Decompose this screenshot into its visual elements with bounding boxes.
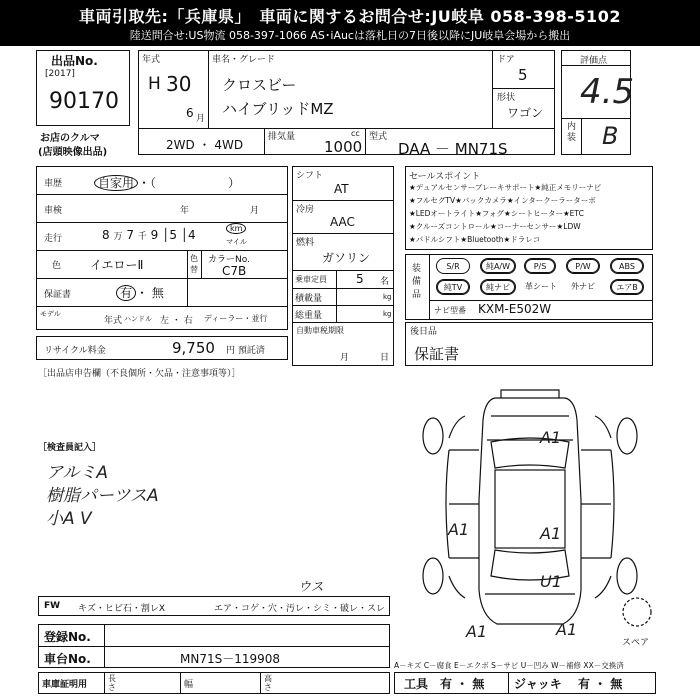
car-grade: ハイブリッドMZ	[222, 100, 334, 118]
year-era: H	[148, 74, 161, 94]
km-unit: km	[226, 224, 246, 233]
mileage-label: 走行	[44, 234, 63, 244]
warranty-value: 有 ・ 無	[116, 284, 164, 301]
lot-year-tag: [2017]	[45, 69, 75, 79]
rating-score: 4.5	[580, 72, 635, 112]
interior-label: 内装	[567, 122, 577, 143]
recycle-value: 9,750	[172, 339, 215, 357]
exhibitor-label: ［出品店申告欄（不良個所・欠品・注意事項等）］	[38, 369, 241, 379]
spec-box	[292, 166, 394, 366]
color-no-value: C7B	[222, 264, 247, 278]
navi-model: KXM-E502W	[478, 302, 552, 316]
gross-label: 総重量	[295, 311, 323, 321]
equipment-label: 装備品	[412, 264, 422, 300]
shape-label: 形状	[497, 93, 516, 103]
tax-day: 日	[380, 353, 390, 363]
displacement-value: 1000	[324, 138, 363, 156]
model-label: 型式	[369, 132, 388, 142]
mile-unit: マイル	[226, 238, 247, 246]
car-damage-diagram	[405, 380, 655, 636]
sales-point: ★クルーズコントロール★コーナーセンサー★LDW	[409, 222, 581, 231]
inspector-note-1: アルミA	[46, 463, 108, 483]
reg-label: 登録No.	[44, 630, 91, 644]
jack-value: 有 ・ 無	[578, 677, 623, 691]
lot-box	[36, 50, 130, 126]
sales-points-title: セールスポイント	[409, 172, 481, 182]
equip-sr: S/R	[436, 258, 470, 274]
sales-point: ★フルセグTV★バックカメラ★インタークーラーターボ	[409, 196, 596, 205]
recycle-label: リサイクル料金	[44, 346, 106, 356]
garage-cert-label: 車庫証明用	[42, 680, 88, 690]
header-line-1: 車両引取先:「兵庫県」 車両に関するお問合せ:JU岐阜 058-398-5102	[79, 7, 621, 26]
color-value: イエローⅡ	[90, 258, 144, 272]
ac-value: AAC	[330, 215, 355, 229]
model-year-text: 年式	[104, 316, 123, 326]
equip-airbag: エアB	[610, 279, 644, 295]
fw-label: FW	[44, 601, 61, 611]
equip-navi: 純ナビ	[480, 279, 516, 295]
inspection-label: 車検	[44, 206, 63, 216]
inspection-month: 月	[250, 206, 260, 216]
lot-label: 出品No.	[51, 54, 98, 68]
gross-unit: kg	[383, 310, 392, 318]
width-label: 幅	[184, 680, 194, 690]
rating-label: 評価点	[580, 56, 608, 66]
equip-ext-navi: 外ナビ	[571, 282, 595, 291]
length-label: 長さ	[108, 674, 116, 692]
history-label: 車歴	[44, 179, 63, 189]
month-unit: 月	[196, 114, 206, 124]
door-value: 5	[518, 66, 528, 84]
after-item-label: 後日品	[410, 327, 438, 337]
tax-label: 自動車税期限	[296, 326, 344, 335]
inspector-label: ［検査員記入］	[38, 443, 102, 453]
damage-mark-1: A1	[540, 428, 562, 447]
year-label: 年式	[142, 55, 161, 65]
door-label: ドア	[497, 55, 515, 65]
car-name: クロスビー	[222, 76, 297, 94]
height-label: 高さ	[264, 674, 272, 692]
load-unit: kg	[383, 293, 392, 301]
cc-unit: cc	[351, 129, 360, 138]
shift-value: AT	[334, 182, 349, 196]
color-label: 色	[52, 261, 62, 271]
fuel-label: 燃料	[296, 238, 315, 248]
damage-mark-3: A1	[540, 524, 562, 543]
inspection-year: 年	[180, 206, 190, 216]
equip-tv: 純TV	[436, 279, 470, 295]
legend-row-note: ウス	[298, 580, 324, 595]
capacity-label: 乗車定員	[295, 275, 327, 284]
dealer-label: ディーラー・並行	[204, 314, 268, 323]
damage-mark-6: A1	[556, 620, 578, 639]
sales-point: ★デュアルセンサーブレーキサポート★純正メモリーナビ	[409, 183, 602, 192]
garage-cert-box	[38, 672, 390, 694]
navi-label: ナビ型番	[434, 306, 466, 315]
interior-value: B	[602, 122, 619, 150]
tool-value: 有 ・ 無	[440, 677, 485, 691]
sales-point: ★LEDオートライト★フォグ★シートヒーター★ETC	[409, 209, 584, 218]
fuel-value: ガソリン	[322, 251, 371, 265]
model-value: DAA － MN71S	[398, 140, 508, 158]
ac-label: 冷房	[296, 205, 315, 215]
damage-mark-5: A1	[466, 622, 488, 641]
load-label: 積載量	[295, 294, 323, 304]
equip-alloy-wheel: 純A/W	[480, 258, 516, 274]
month-value: 6	[186, 106, 194, 120]
shift-label: シフト	[296, 171, 324, 181]
equip-leather: 革シート	[525, 282, 557, 291]
name-label: 車名・グレード	[212, 55, 276, 65]
header-banner	[0, 0, 700, 46]
handle-value: 左 ・ 右	[160, 316, 193, 326]
shape-value: ワゴン	[507, 106, 544, 120]
sales-points-list	[409, 181, 601, 246]
repaint-label: 色替	[190, 254, 198, 274]
lot-number: 90170	[49, 89, 119, 114]
inspector-note-2: 樹脂パーツスA	[46, 486, 159, 506]
after-item-value: 保証書	[414, 345, 460, 363]
equip-power-steering: P/S	[524, 258, 556, 274]
header-line-2: 陸送問合せ:US物流 058-397-1066 AS･iAucは落札日の7日後以降にJU岐阜会場から搬出	[129, 29, 571, 42]
year-value: 30	[166, 72, 192, 96]
damage-mark-2: A1	[448, 520, 470, 539]
model-year-label: モデル	[40, 310, 61, 318]
mileage-value: 8 万 7 千 9 │5 │4	[102, 228, 196, 242]
lot-note-1: お店のクルマ	[40, 133, 100, 144]
chassis-label: 車台No.	[44, 652, 91, 666]
displacement-label: 排気量	[268, 132, 296, 142]
handle-label: ハンドル	[124, 315, 152, 323]
equip-power-window: P/W	[566, 258, 600, 274]
warranty-label: 保証書	[44, 290, 72, 300]
legend-row-text: キズ・ヒビ石・割レX	[78, 604, 165, 614]
equip-abs: ABS	[610, 258, 644, 274]
damage-legend: A－キズ C－腐食 E－エクボ S－サビ U－凹み W－補修 XX－交換済	[394, 661, 624, 670]
capacity-value: 5	[356, 272, 364, 286]
color-no-label: カラーNo.	[208, 255, 250, 265]
tax-month: 月	[340, 353, 350, 363]
damage-mark-4: U1	[540, 572, 562, 591]
legend-row-text-2: エア・コゲ・穴・汚レ・シミ・破レ・スレ	[214, 604, 386, 614]
tool-label: 工具	[404, 677, 429, 691]
spare-label: スペア	[622, 638, 650, 648]
capacity-unit: 名	[380, 277, 390, 287]
jack-label: ジャッキ	[514, 677, 562, 691]
chassis-value: MN71S－119908	[180, 652, 281, 666]
inspector-note-3: 小A V	[46, 509, 92, 529]
drive-type: 2WD ・ 4WD	[166, 138, 244, 152]
recycle-unit: 円 預託済	[226, 346, 265, 356]
lot-note-2: (店頭映像出品)	[38, 147, 108, 158]
sales-point: ★パドルシフト★Bluetooth★ドラレコ	[409, 235, 541, 244]
history-value: 自家用 ・（ ）	[94, 174, 240, 191]
